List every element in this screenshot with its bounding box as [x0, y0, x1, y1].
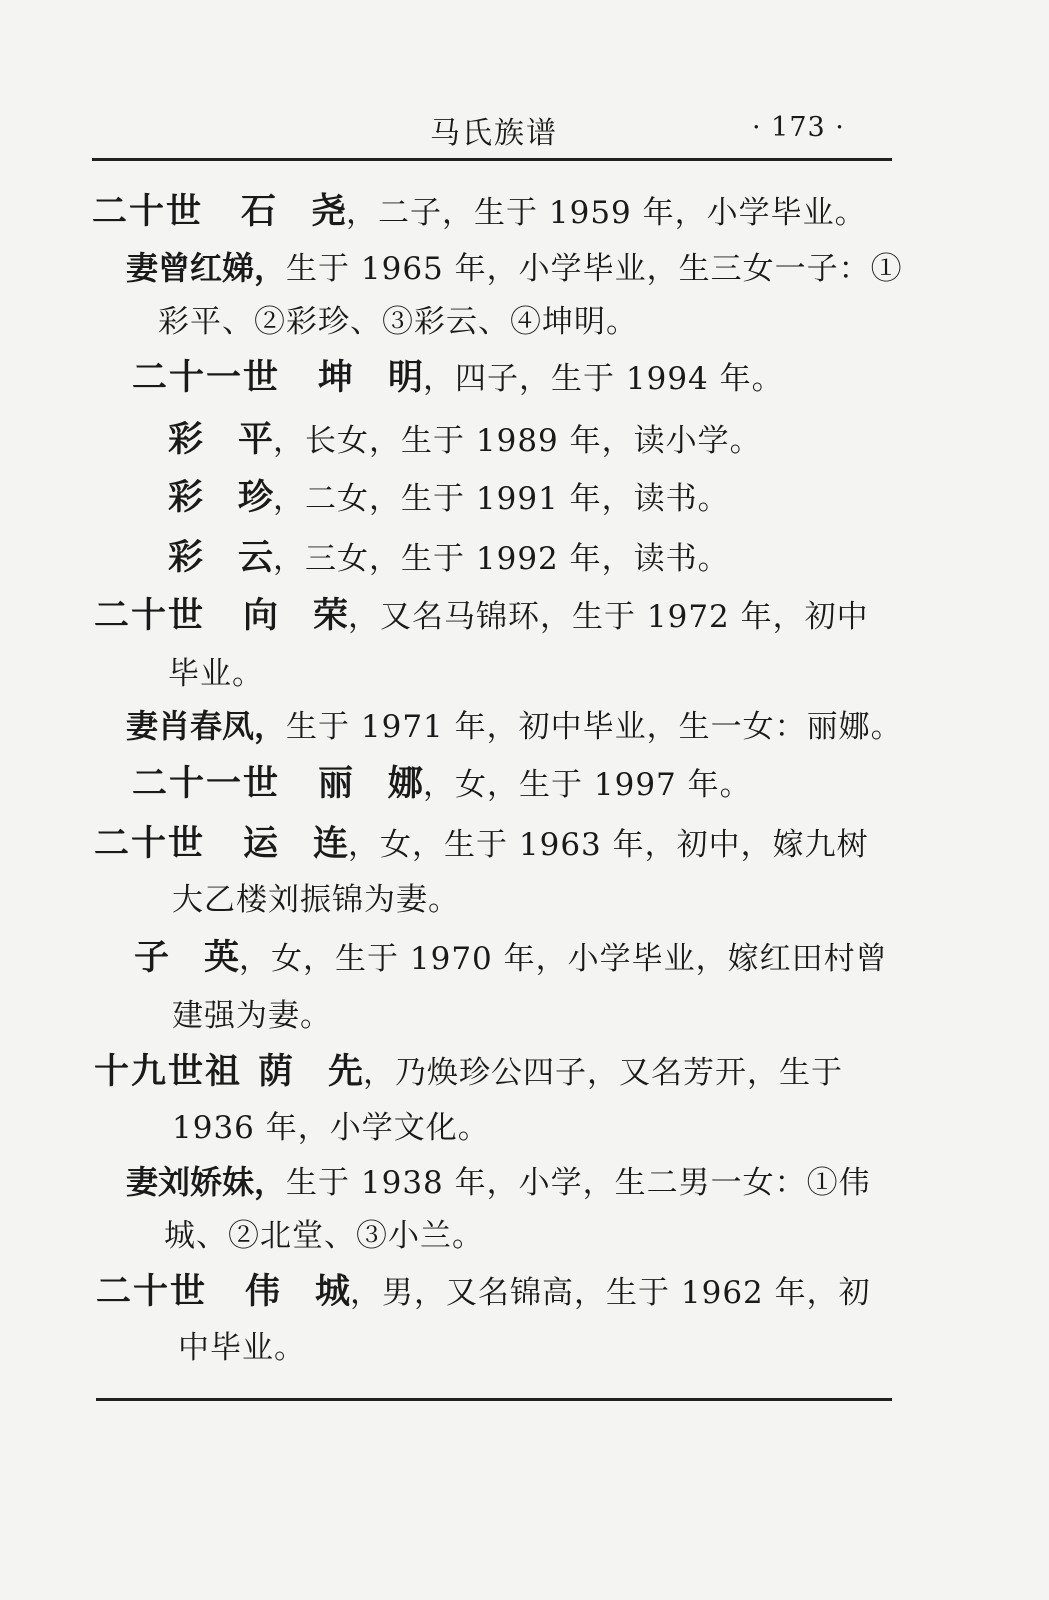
entry-continuation: [172, 996, 332, 1036]
entry-line: [94, 1052, 894, 1092]
entry-line: [132, 764, 752, 804]
continuation-text: 彩平、②彩珍、③彩云、④坤明。: [158, 304, 638, 340]
header-rule: [92, 158, 892, 161]
wife-line: [126, 1162, 894, 1202]
page-title: 马氏族谱: [430, 116, 558, 151]
entry-line: [168, 538, 730, 578]
continuation-text: 建强为妻。: [172, 998, 332, 1034]
entry-continuation: [168, 654, 264, 694]
person-name: 丽 娜: [318, 764, 424, 804]
continuation-text: 1936 年，小学文化。: [172, 1110, 490, 1146]
entry-text: ，二女，生于 1991 年，读书。: [273, 481, 730, 517]
entry-text: ，女，生于 1970 年，小学毕业，嫁红田村曾: [239, 941, 888, 977]
entry-line: [168, 478, 730, 518]
person-name: 运 连: [243, 824, 349, 864]
person-name: 伟 城: [245, 1272, 351, 1312]
entry-text: ，长女，生于 1989 年，读小学。: [273, 423, 762, 459]
person-name: 子 英: [134, 938, 240, 978]
entry-text: ，男，又名锦高，生于 1962 年，初: [350, 1275, 871, 1311]
person-name: 石 尧: [241, 192, 347, 232]
generation-label: 二十一世: [132, 358, 281, 398]
footer-rule: [96, 1398, 892, 1401]
generation-label: 二十世: [96, 1272, 208, 1312]
entry-continuation: [158, 302, 638, 342]
wife-name: 妻刘娇妹，: [126, 1163, 287, 1201]
generation-label: 二十一世: [132, 764, 281, 804]
person-name: 坤 明: [318, 358, 424, 398]
generation-label: 二十世: [92, 192, 204, 232]
wife-line: [126, 248, 903, 288]
entry-continuation: [164, 1216, 484, 1256]
wife-line: [126, 706, 903, 746]
person-name: 彩 云: [168, 538, 274, 578]
person-name: 彩 珍: [168, 478, 274, 518]
generation-label: 二十世: [94, 596, 206, 636]
entry-text: ，四子，生于 1994 年。: [423, 361, 784, 397]
entry-line: [92, 192, 867, 232]
entry-text: ，乃焕珍公四子，又名芳开，生于: [363, 1055, 844, 1091]
entry-text: ，女，生于 1997 年。: [423, 767, 752, 803]
wife-name: 妻肖春凤，: [126, 707, 287, 745]
entry-line: [94, 596, 894, 636]
entry-continuation: [172, 880, 460, 920]
wife-name: 妻曾红娣，: [126, 249, 287, 287]
continuation-text: 城、②北堂、③小兰。: [164, 1218, 484, 1254]
entry-text: ，三女，生于 1992 年，读书。: [273, 541, 730, 577]
entry-line: [96, 1272, 896, 1312]
entry-line: [134, 938, 894, 978]
entry-text: ，二子，生于 1959 年，小学毕业。: [346, 195, 867, 231]
generation-label: 二十世: [94, 824, 206, 864]
entry-continuation: [178, 1328, 306, 1368]
continuation-text: 大乙楼刘振锦为妻。: [172, 882, 460, 918]
entry-text: 生于 1965 年，小学毕业，生三女一子：①: [286, 251, 903, 287]
entry-text: 生于 1971 年，初中毕业，生一女：丽娜。: [286, 709, 903, 745]
person-name: 向 荣: [243, 596, 349, 636]
person-name: 荫 先: [258, 1052, 364, 1092]
generation-label: 十九世祖: [94, 1052, 243, 1092]
entry-text: ，又名马锦环，生于 1972 年，初中: [348, 599, 869, 635]
entry-text: ，女，生于 1963 年，初中，嫁九树: [348, 827, 869, 863]
continuation-text: 毕业。: [168, 656, 264, 692]
entry-continuation: [172, 1108, 490, 1148]
entry-text: 生于 1938 年，小学，生二男一女：①伟: [286, 1165, 871, 1201]
entry-line: [168, 420, 762, 460]
entry-line: [132, 358, 784, 398]
person-name: 彩 平: [168, 420, 274, 460]
page-number: · 173 ·: [752, 112, 845, 143]
continuation-text: 中毕业。: [178, 1330, 306, 1366]
entry-line: [94, 824, 894, 864]
